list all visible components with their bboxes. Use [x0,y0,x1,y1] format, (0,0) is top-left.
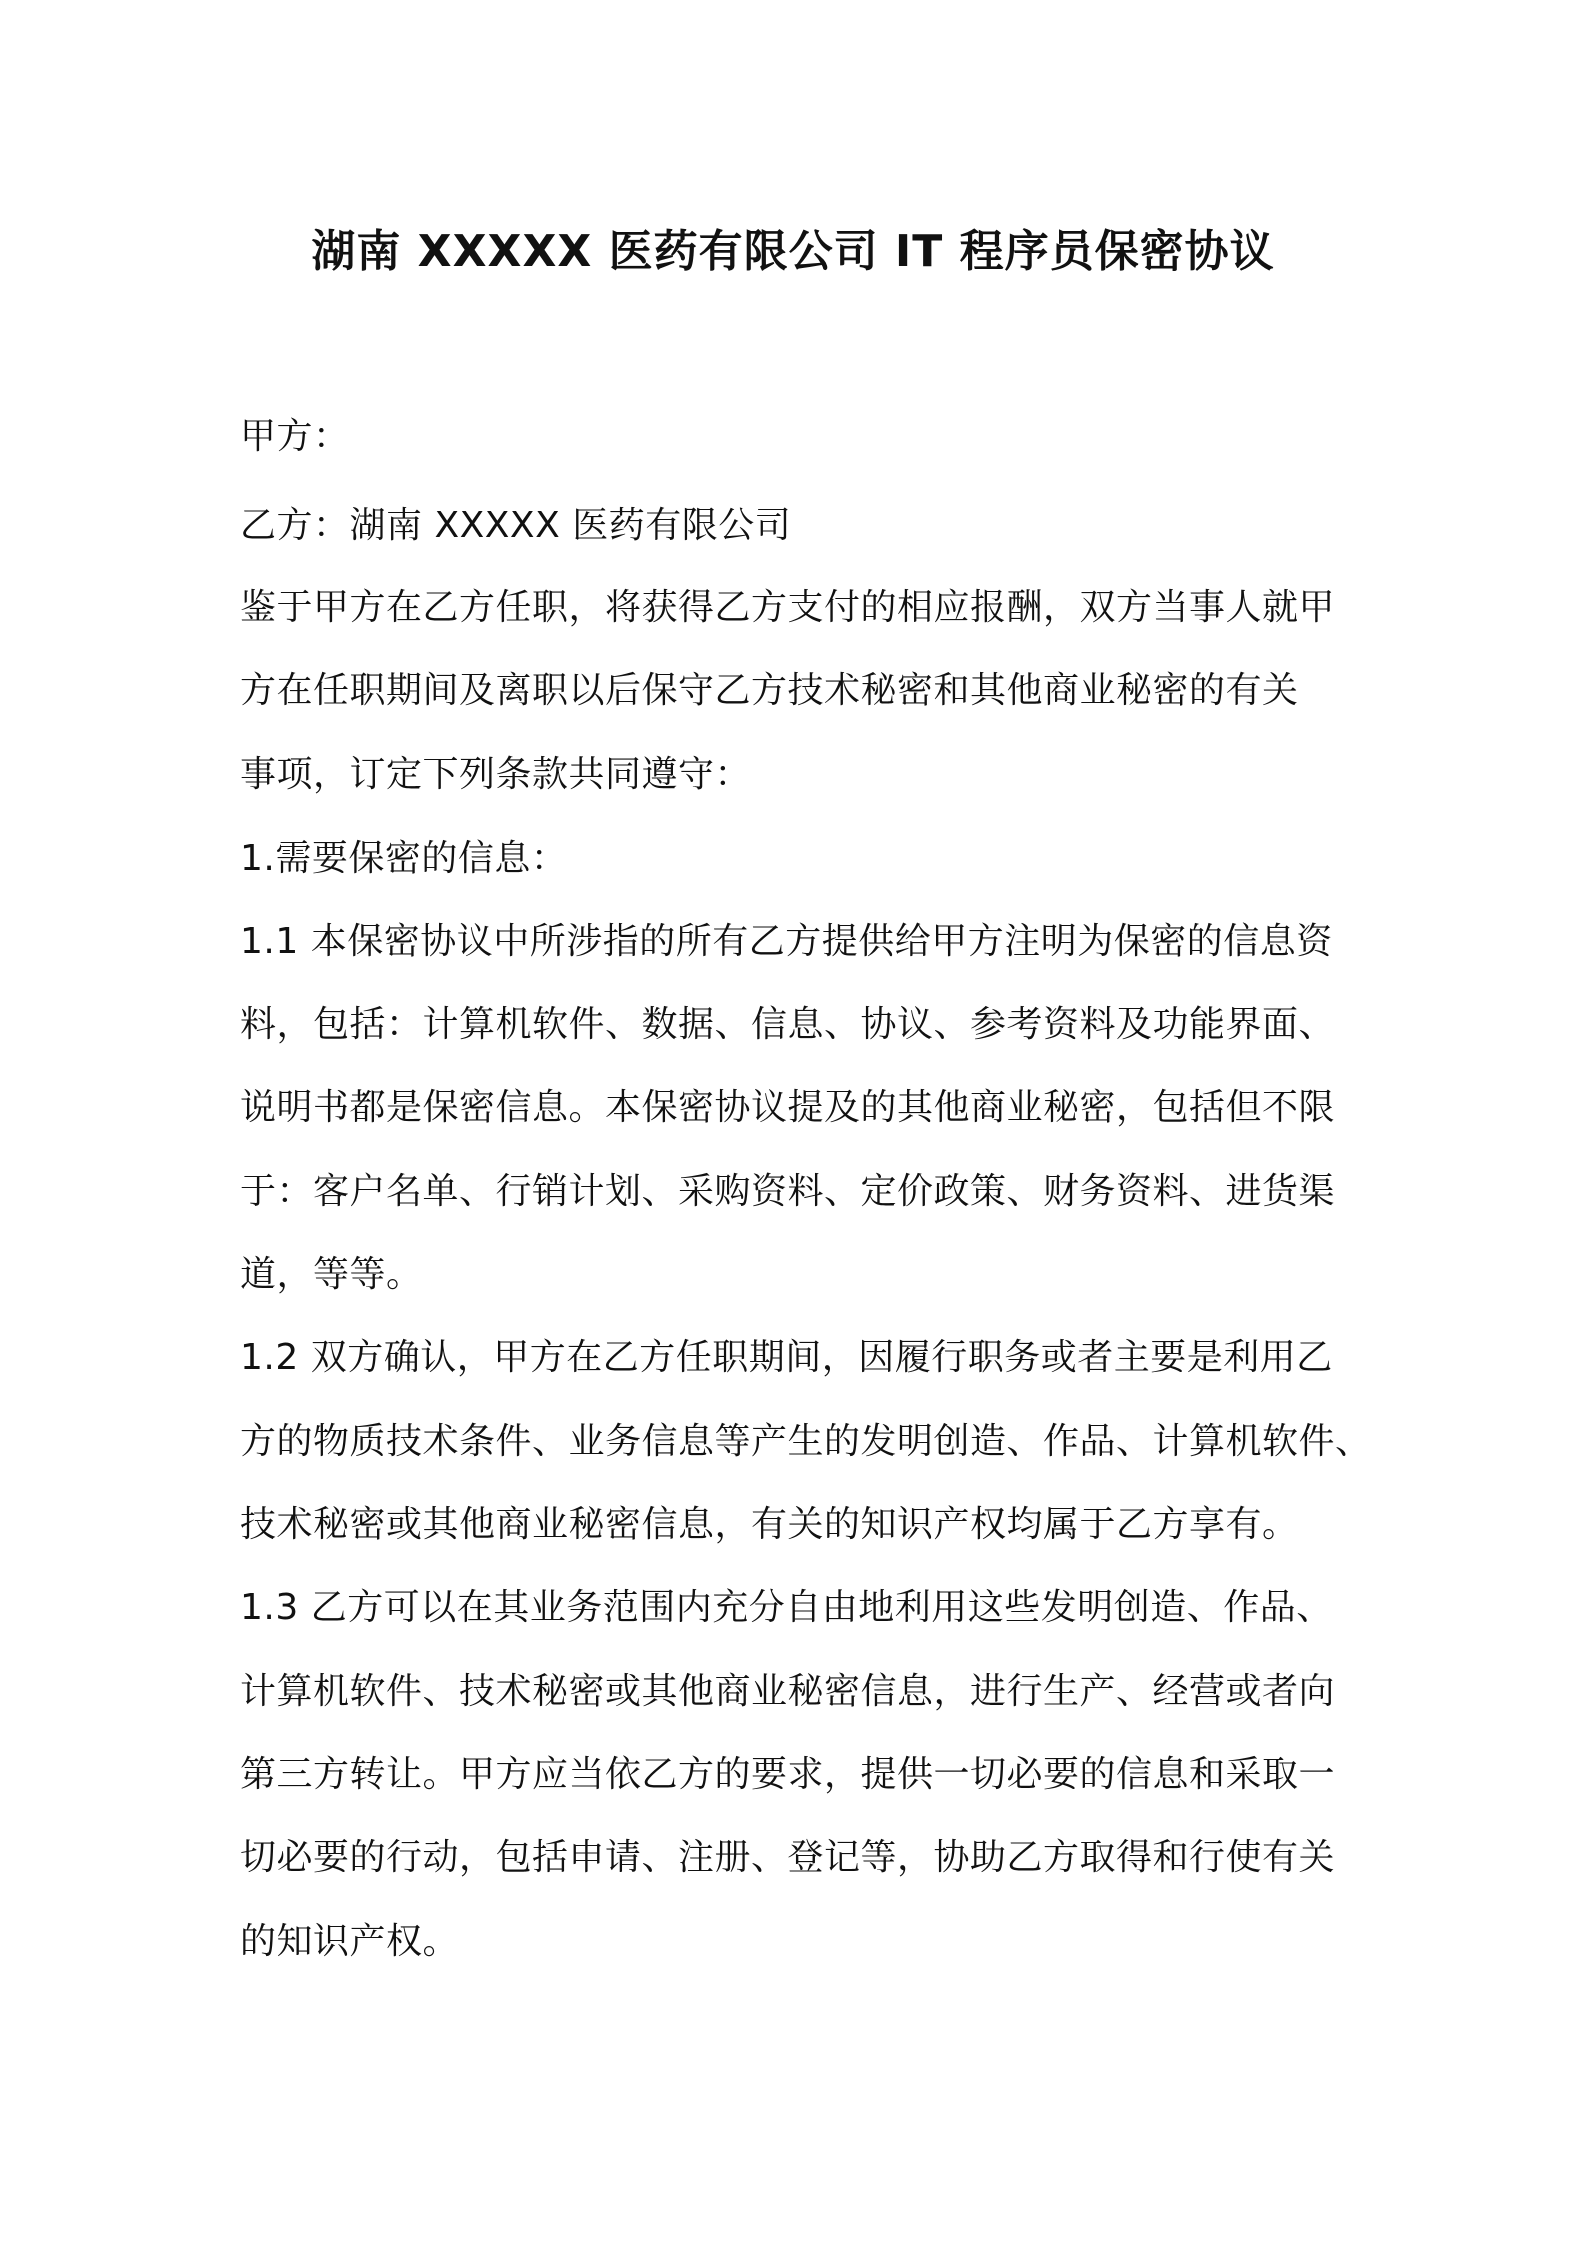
paragraph-line: 的知识产权。 [240,1921,460,1962]
paragraph-line: 方的物质技术条件、业务信息等产生的发明创造、作品、计算机软件、 [240,1421,1372,1462]
paragraph-line: 1.2 双方确认，甲方在乙方任职期间，因履行职务或者主要是利用乙 [240,1337,1333,1378]
paragraph-line: 1.3 乙方可以在其业务范围内充分自由地利用这些发明创造、作品、 [240,1587,1333,1628]
paragraph-line: 事项，订定下列条款共同遵守： [240,754,752,795]
paragraph-line: 鉴于甲方在乙方任职，将获得乙方支付的相应报酬，双方当事人就甲 [240,587,1336,628]
paragraph-line: 说明书都是保密信息。本保密协议提及的其他商业秘密，包括但不限 [240,1087,1336,1128]
paragraph-line: 料，包括：计算机软件、数据、信息、协议、参考资料及功能界面、 [240,1004,1336,1045]
paragraph-line: 技术秘密或其他商业秘密信息，有关的知识产权均属于乙方享有。 [240,1504,1299,1545]
paragraph-line: 道，等等。 [240,1254,423,1295]
paragraph-line: 方在任职期间及离职以后保守乙方技术秘密和其他商业秘密的有关 [240,670,1299,711]
paragraph-line: 切必要的行动，包括申请、注册、登记等，协助乙方取得和行使有关 [240,1837,1336,1878]
paragraph-line: 于：客户名单、行销计划、采购资料、定价政策、财务资料、进货渠 [240,1171,1336,1212]
document-title: 湖南 XXXXX 医药有限公司 IT 程序员保密协议 [311,226,1275,277]
paragraph-line: 1.1 本保密协议中所涉指的所有乙方提供给甲方注明为保密的信息资 [240,921,1333,962]
paragraph-line: 计算机软件、技术秘密或其他商业秘密信息，进行生产、经营或者向 [240,1671,1336,1712]
section-heading: 1.需要保密的信息： [240,838,568,879]
party-a-line: 甲方： [240,416,350,457]
party-b-line: 乙方：湖南 XXXXX 医药有限公司 [240,505,792,546]
paragraph-line: 第三方转让。甲方应当依乙方的要求，提供一切必要的信息和采取一 [240,1754,1336,1795]
